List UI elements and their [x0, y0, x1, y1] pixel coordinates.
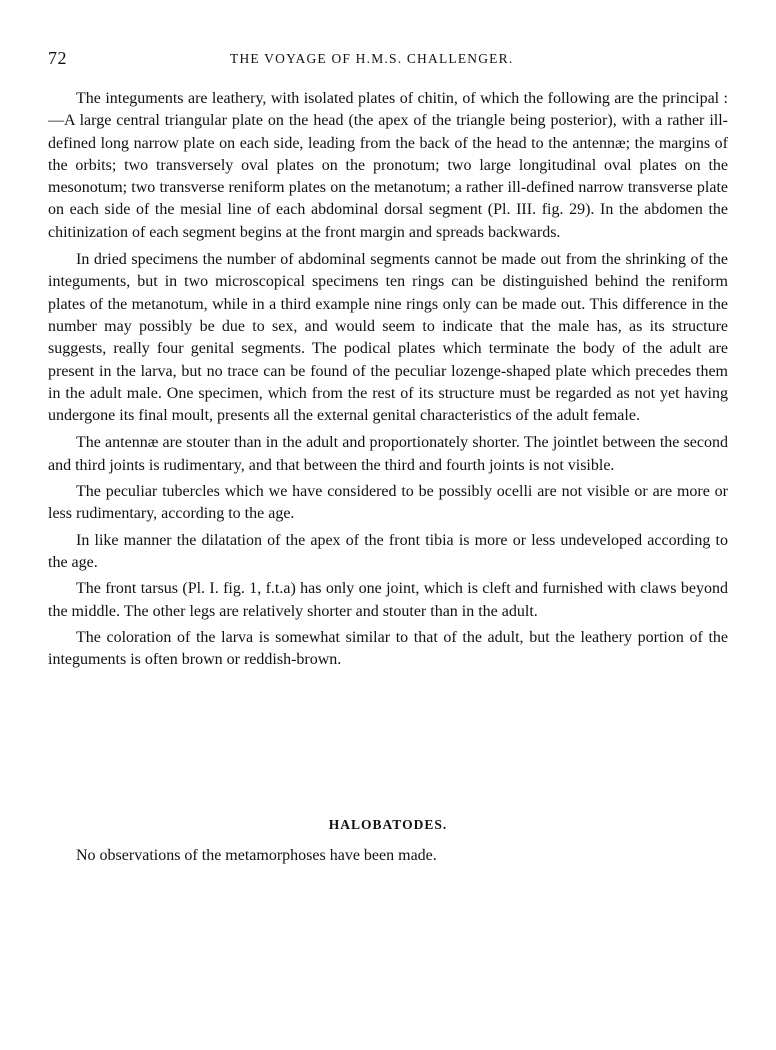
page-header: [48, 48, 728, 70]
section-body: [48, 845, 728, 867]
section-heading: HALOBATODES.: [328, 817, 448, 832]
paragraph-front-tarsus: The front tarsus (Pl. I. fig. 1, f.t.a) has only one joint, which is cleft and furnished with claws beyond the middle. The other legs are relatively shorter and stouter than in the adult.: [48, 580, 728, 620]
paragraph-tubercles: The peculiar tubercles which we have considered to be possibly ocelli are not visible or are more or less rudimentary, according to the age.: [48, 483, 728, 523]
body-text: [48, 88, 728, 675]
running-title: THE VOYAGE OF H.M.S. CHALLENGER.: [230, 51, 514, 66]
paragraph-tibia: In like manner the dilatation of the apex of the front tibia is more or less undeveloped according to the age.: [48, 531, 728, 571]
section-paragraph: No observations of the metamorphoses have been made.: [76, 847, 437, 864]
page-number: 72: [48, 48, 67, 68]
paragraph-abdominal-segments: In dried specimens the number of abdominal segments cannot be made out from the shrinking of the integuments, but in two microscopical specimens ten rings can be distinguished behind the reniform plates of the metanotum, while in a third example nine rings only can be made out. This difference in the number may possibly be due to sex, and would seem to indicate that the male has, as its structure suggests, really four genital segments. The podical plates which terminate the body of the adult are present in the larva, but no trace can be found of the peculiar lozenge-shaped plate which precedes them in the adult male. One specimen, which from the rest of its structure must be regarded as not yet having undergone its final moult, presents all the external genital characteristics of the adult female.: [48, 251, 728, 425]
paragraph-antennae: The antennæ are stouter than in the adult and proportionately shorter. The jointlet between the second and third joints is rudimentary, and that between the third and fourth joints is not visible.: [48, 434, 728, 474]
paragraph-coloration: The coloration of the larva is somewhat similar to that of the adult, but the leathery portion of the integuments is often brown or reddish-brown.: [48, 628, 728, 669]
paragraph-integuments: The integuments are leathery, with isolated plates of chitin, of which the following are the principal :—A large central triangular plate on the head (the apex of the triangle being posterior), with a rather ill-defined long narrow plate on each side, leading from the back of the head to the antennæ; the margins of the orbits; two transversely oval plates on the pronotum; two large longitudinal oval plates on the mesonotum; two transverse reniform plates on the metanotum; a rather ill-defined narrow transverse plate on each side of the mesial line of each abdominal dorsal segment (Pl. III. fig. 29). In the abdomen the chitinization of each segment begins at the front margin and spreads backwards.: [48, 90, 728, 241]
